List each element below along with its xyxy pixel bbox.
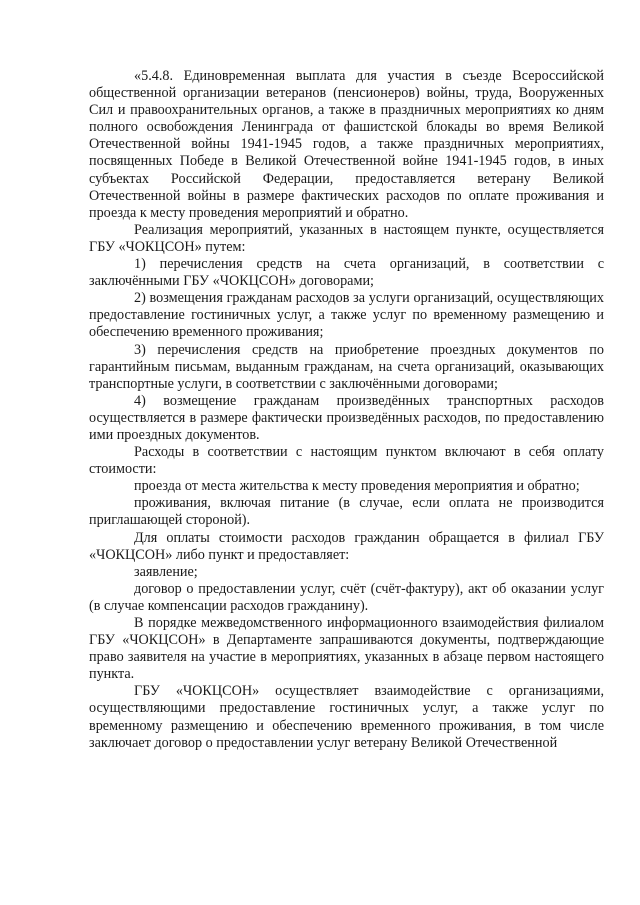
paragraph-contract: договор о предоставлении услуг, счёт (счёт-фактуру), акт об оказании услуг (в случае компенсации расходов гражданину). — [89, 580, 604, 614]
paragraph-payment-application: Для оплаты стоимости расходов гражданин обращается в филиал ГБУ «ЧОКЦСОН» либо пункт и предоставляет: — [89, 529, 604, 563]
paragraph-implementation: Реализация мероприятий, указанных в настоящем пункте, осуществляется ГБУ «ЧОКЦСОН» путем: — [89, 221, 604, 255]
list-item-1: 1) перечисления средств на счета организаций, в соответствии с заключёнными ГБУ «ЧОКЦСОН» договорами; — [89, 256, 604, 290]
paragraph-5-4-8-heading: «5.4.8. Единовременная выплата для участия в съезде Всероссийской общественной организации ветеранов (пенсионеров) войны, труда, Вооруженных Сил и правоохранительных органов, а также в праздничных мероприятиях ко дням полного освобождения Ленинграда от фашистской блокады во время Великой Отечественной войны 1941-1945 годов, а также праздничных мероприятиях, посвященных Победе в Великой Отечественной войне 1941-1945 годов, в иных субъектах Российской Федерации, предоставляется ветерану Великой Отечественной войны в размере фактических расходов по оплате проживания и проезда к месту проведения мероприятий и обратно. — [89, 68, 604, 221]
document-body — [89, 68, 604, 752]
paragraph-statement: заявление; — [134, 563, 198, 580]
paragraph-expenses: Расходы в соответствии с настоящим пунктом включают в себя оплату стоимости: — [89, 444, 604, 478]
list-item-2: 2) возмещения гражданам расходов за услуги организаций, осуществляющих предоставление гостиничных услуг, а также услуг по временному размещению и обеспечению временного проживания; — [89, 290, 604, 341]
list-item-4: 4) возмещение гражданам произведённых транспортных расходов осуществляется в размере фактически произведённых расходов, по предоставлению ими проездных документов. — [89, 392, 604, 443]
paragraph-accommodation: проживания, включая питание (в случае, если оплата не производится приглашающей стороной). — [89, 495, 604, 529]
paragraph-cooperation: ГБУ «ЧОКЦСОН» осуществляет взаимодействие с организациями, осуществляющими предоставление гостиничных услуг, а также услуг по временному размещению и обеспечению временного проживания, в том числе заключает договор о предоставлении услуг ветерану Великой Отечественной — [89, 683, 604, 751]
paragraph-interagency: В порядке межведомственного информационного взаимодействия филиалом ГБУ «ЧОКЦСОН» в Департаменте запрашиваются документы, подтверждающие право заявителя на участие в мероприятиях, указанных в абзаце первом настоящего пункта. — [89, 615, 604, 683]
list-item-3: 3) перечисления средств на приобретение проездных документов по гарантийным письмам, выданным гражданам, на счета организаций, оказывающих транспортные услуги, в соответствии с заключёнными договорами; — [89, 341, 604, 392]
paragraph-travel: проезда от места жительства к месту проведения мероприятия и обратно; — [134, 478, 580, 495]
